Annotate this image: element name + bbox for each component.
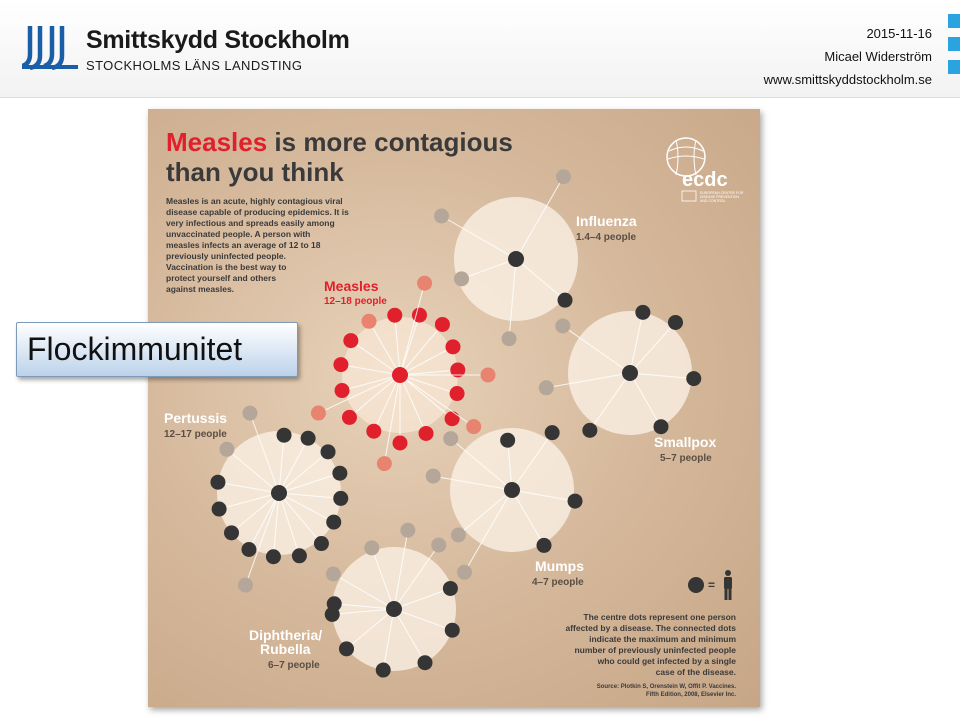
- slide-header: [0, 0, 960, 98]
- pertussis-contact-dot: [241, 542, 256, 557]
- measles-contact-dot: [387, 308, 402, 323]
- heading-measles: Measles: [166, 127, 268, 157]
- slide-title: Flockimmunitet: [27, 331, 243, 367]
- measles-contact-dot: [419, 426, 434, 441]
- influenza-contact-dot: [502, 331, 517, 346]
- mumps-contact-dot: [568, 494, 583, 509]
- pertussis-contact-dot: [326, 515, 341, 530]
- diphtheria-contact-dot: [418, 655, 433, 670]
- intro-line: Vaccination is the best way to: [166, 262, 287, 272]
- smallpox-contact-dot: [539, 380, 554, 395]
- measles-contact-dot: [445, 411, 460, 426]
- diphtheria-contact-dot: [339, 641, 354, 656]
- smallpox-contact-dot: [635, 305, 650, 320]
- measles-contact-dot: [435, 317, 450, 332]
- slide-title-box[interactable]: [16, 322, 298, 377]
- measles-contact-dot: [417, 276, 432, 291]
- slide-author: Micael Widerström: [824, 49, 932, 64]
- diphtheria-contact-dot: [431, 538, 446, 553]
- pertussis-contact-dot: [242, 406, 257, 421]
- deco-square: [948, 37, 960, 51]
- mumps-contact-dot: [545, 425, 560, 440]
- label-mumps: Mumps: [535, 558, 584, 574]
- label-measles: Measles: [324, 278, 379, 294]
- measles-contact-dot: [311, 406, 326, 421]
- label-influenza: Influenza: [576, 213, 637, 229]
- org-name: Smittskydd Stockholm: [86, 26, 350, 54]
- explain-line: affected by a disease. The connected dots: [565, 623, 736, 633]
- mumps-center-dot: [504, 482, 520, 498]
- smallpox-contact-dot: [686, 371, 701, 386]
- measles-contact-dot: [343, 333, 358, 348]
- intro-line: disease capable of producing epidemics. It is: [166, 207, 349, 217]
- label-rubella: Rubella: [260, 641, 311, 657]
- intro-line: Measles is an acute, highly contagious viral: [166, 196, 343, 206]
- pertussis-contact-dot: [314, 536, 329, 551]
- pertussis-contact-dot: [266, 549, 281, 564]
- pertussis-contact-dot: [277, 428, 292, 443]
- poster-heading-line2: than you think: [166, 157, 344, 187]
- pertussis-contact-dot: [210, 475, 225, 490]
- explain-line: The centre dots represent one person: [583, 612, 736, 622]
- source-line: Fifth Edition, 2008, Elsevier Inc.: [645, 692, 736, 698]
- legend-dot: [688, 577, 704, 593]
- slide-date: 2015-11-16: [866, 26, 932, 41]
- mumps-contact-dot: [443, 431, 458, 446]
- ecdc-logo-icon: [667, 138, 744, 203]
- header-decoration: [948, 14, 960, 83]
- measles-contact-dot: [366, 424, 381, 439]
- smallpox-contact-dot: [668, 315, 683, 330]
- infographic-canvas: [148, 109, 760, 707]
- measles-contact-dot: [333, 357, 348, 372]
- pertussis-contact-dot: [292, 548, 307, 563]
- range-pertussis: 12–17 people: [164, 429, 227, 440]
- deco-square: [948, 60, 960, 74]
- smittskydd-logo-icon: [22, 24, 80, 70]
- range-influenza: 1.4–4 people: [576, 232, 637, 243]
- pertussis-contact-dot: [238, 578, 253, 593]
- measles-contact-dot: [445, 339, 460, 354]
- diphtheria-contact-dot: [326, 567, 341, 582]
- diphtheria-contact-dot: [400, 523, 415, 538]
- explanation-text: [565, 612, 736, 698]
- smallpox-contact-dot: [555, 318, 570, 333]
- measles-contact-dot: [342, 410, 357, 425]
- website-link[interactable]: www.smittskyddstockholm.se: [763, 72, 932, 87]
- intro-line: against measles.: [166, 284, 235, 294]
- intro-paragraph: [166, 196, 349, 294]
- diphtheria-center-dot: [386, 601, 402, 617]
- deco-square: [948, 14, 960, 28]
- measles-contact-dot: [393, 436, 408, 451]
- ecdc-sub: EUROPEAN CENTRE FOR: [700, 191, 744, 195]
- pertussis-center-dot: [271, 485, 287, 501]
- pertussis-contact-dot: [333, 491, 348, 506]
- diphtheria-contact-dot: [376, 663, 391, 678]
- pertussis-contact-dot: [219, 442, 234, 457]
- measles-contact-dot: [450, 386, 465, 401]
- influenza-contact-dot: [556, 169, 571, 184]
- label-smallpox: Smallpox: [654, 434, 717, 450]
- explain-line: number of previously uninfected people: [574, 645, 736, 655]
- intro-line: protect yourself and others: [166, 273, 277, 283]
- range-measles: 12–18 people: [324, 296, 387, 307]
- person-icon: [724, 570, 732, 600]
- measles-contact-dot: [335, 383, 350, 398]
- explain-line: indicate the maximum and minimum: [589, 634, 736, 644]
- pertussis-contact-dot: [301, 431, 316, 446]
- mumps-contact-dot: [537, 538, 552, 553]
- mumps-contact-dot: [426, 469, 441, 484]
- slide-meta: [764, 22, 932, 91]
- heading-rest-1: is more contagious: [267, 127, 513, 157]
- legend-equals: =: [708, 578, 716, 592]
- influenza-contact-dot: [434, 209, 449, 224]
- mumps-contact-dot: [457, 565, 472, 580]
- explain-line: case of the disease.: [655, 667, 736, 677]
- measles-infographic: [148, 109, 760, 707]
- smallpox-center-dot: [622, 365, 638, 381]
- ecdc-label: ecdc: [682, 169, 728, 191]
- diphtheria-contact-dot: [327, 596, 342, 611]
- intro-line: unvaccinated people. A person with: [166, 229, 311, 239]
- range-smallpox: 5–7 people: [660, 453, 712, 464]
- legend: [688, 570, 732, 600]
- diphtheria-contact-dot: [364, 540, 379, 555]
- range-mumps: 4–7 people: [532, 577, 584, 588]
- poster-heading-line1: [166, 127, 513, 157]
- influenza-center-dot: [508, 251, 524, 267]
- pertussis-contact-dot: [321, 444, 336, 459]
- pertussis-contact-dot: [212, 502, 227, 517]
- measles-contact-dot: [377, 456, 392, 471]
- smallpox-contact-dot: [582, 423, 597, 438]
- measles-contact-dot: [362, 314, 377, 329]
- range-diphtheria: 6–7 people: [268, 660, 320, 671]
- pertussis-contact-dot: [332, 466, 347, 481]
- mumps-contact-dot: [500, 433, 515, 448]
- intro-line: previously uninfected people.: [166, 251, 286, 261]
- measles-contact-dot: [481, 368, 496, 383]
- intro-line: very infectious and spreads easily among: [166, 218, 335, 228]
- source-line: Source: Plotkin S, Orenstein W, Offit P. Vaccines.: [596, 684, 736, 690]
- influenza-contact-dot: [558, 293, 573, 308]
- diphtheria-contact-dot: [443, 581, 458, 596]
- pertussis-contact-dot: [224, 525, 239, 540]
- explain-line: who could get infected by a single: [597, 656, 736, 666]
- measles-contact-dot: [466, 419, 481, 434]
- label-diphtheria: Diphtheria/: [249, 627, 323, 643]
- measles-center-dot: [392, 367, 408, 383]
- smallpox-contact-dot: [654, 419, 669, 434]
- org-subtitle: STOCKHOLMS LÄNS LANDSTING: [86, 58, 303, 73]
- ecdc-sub: AND CONTROL: [700, 199, 726, 203]
- ecdc-sub: DISEASE PREVENTION: [700, 195, 739, 199]
- intro-line: measles infects an average of 12 to 18: [166, 240, 321, 250]
- diphtheria-contact-dot: [445, 623, 460, 638]
- mumps-contact-dot: [451, 527, 466, 542]
- influenza-contact-dot: [454, 271, 469, 286]
- label-pertussis: Pertussis: [164, 410, 228, 426]
